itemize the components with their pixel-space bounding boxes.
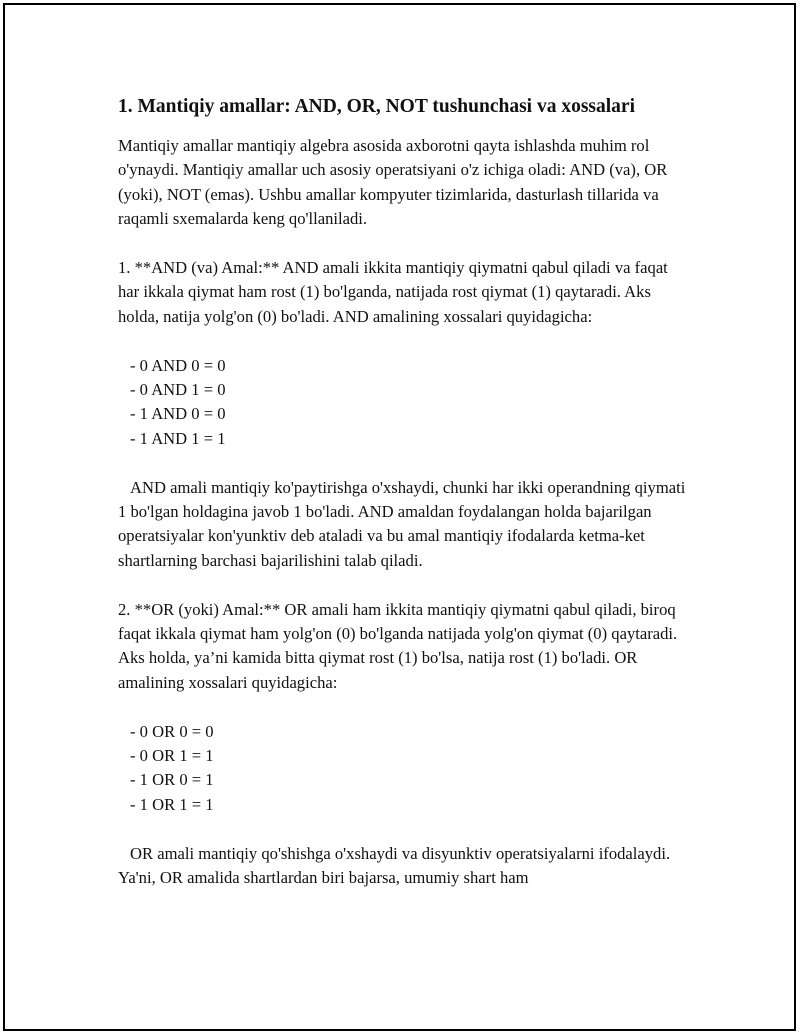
list-item: - 1 OR 0 = 1 — [130, 770, 214, 790]
list-item: - 0 AND 0 = 0 — [130, 355, 226, 375]
and-truth-list — [118, 354, 688, 452]
list-item: - 1 OR 1 = 1 — [130, 794, 214, 814]
and-explanation: AND amali mantiqiy ko'paytirishga o'xshaydi, chunki har ikki operandning qiymati 1 bo'lgan holdagina javob 1 bo'ladi. AND amaldan foydalangan holda bajarilgan operatsiyalar kon'yunktiv deb ataladi va bu amal mantiqiy ifodalarda ketma-ket shartlarning barchasi bajarilishini talab qiladi. — [118, 477, 686, 570]
intro-paragraph: Mantiqiy amallar mantiqiy algebra asosida axborotni qayta ishlashda muhim rol o'ynaydi. Mantiqiy amallar uch asosiy operatsiyani o'z ichiga oladi: AND (va), OR (yoki), NOT (emas). Ushbu amallar kompyuter tizimlarida, dasturlash tillarida va raqamli sxemalarda keng qo'llaniladi. — [118, 136, 668, 229]
list-item: - 0 OR 0 = 0 — [130, 721, 214, 741]
list-item: - 1 AND 0 = 0 — [130, 404, 226, 424]
or-paragraph: 2. **OR (yoki) Amal:** OR amali ham ikkita mantiqiy qiymatni qabul qiladi, biroq faqat ikkala qiymat ham yolg'on (0) bo'lganda natijada yolg'on qiymat (0) qaytaradi. Aks holda, ya’ni kamida bitta qiymat rost (1) bo'lsa, natija rost (1) bo'ladi. OR amalining xossalari quyidagicha: — [118, 599, 678, 692]
list-item: - 0 AND 1 = 0 — [130, 380, 226, 400]
and-paragraph: 1. **AND (va) Amal:** AND amali ikkita mantiqiy qiymatni qabul qiladi va faqat har ikkala qiymat ham rost (1) bo'lganda, natijada rost qiymat (1) qaytaradi. Aks holda, natija yolg'on (0) bo'ladi. AND amalining xossalari quyidagicha: — [118, 258, 668, 326]
or-explanation: OR amali mantiqiy qo'shishga o'xshaydi va disyunktiv operatsiyalarni ifodalaydi. Ya'ni, OR amalida shartlardan biri bajarsa, umumiy shart ham — [118, 843, 671, 888]
list-item: - 0 OR 1 = 1 — [130, 746, 214, 766]
section-heading: 1. Mantiqiy amallar: AND, OR, NOT tushunchasi va xossalari — [118, 96, 635, 117]
document-body — [118, 94, 688, 891]
or-truth-list — [118, 720, 688, 818]
list-item: - 1 AND 1 = 1 — [130, 428, 226, 448]
